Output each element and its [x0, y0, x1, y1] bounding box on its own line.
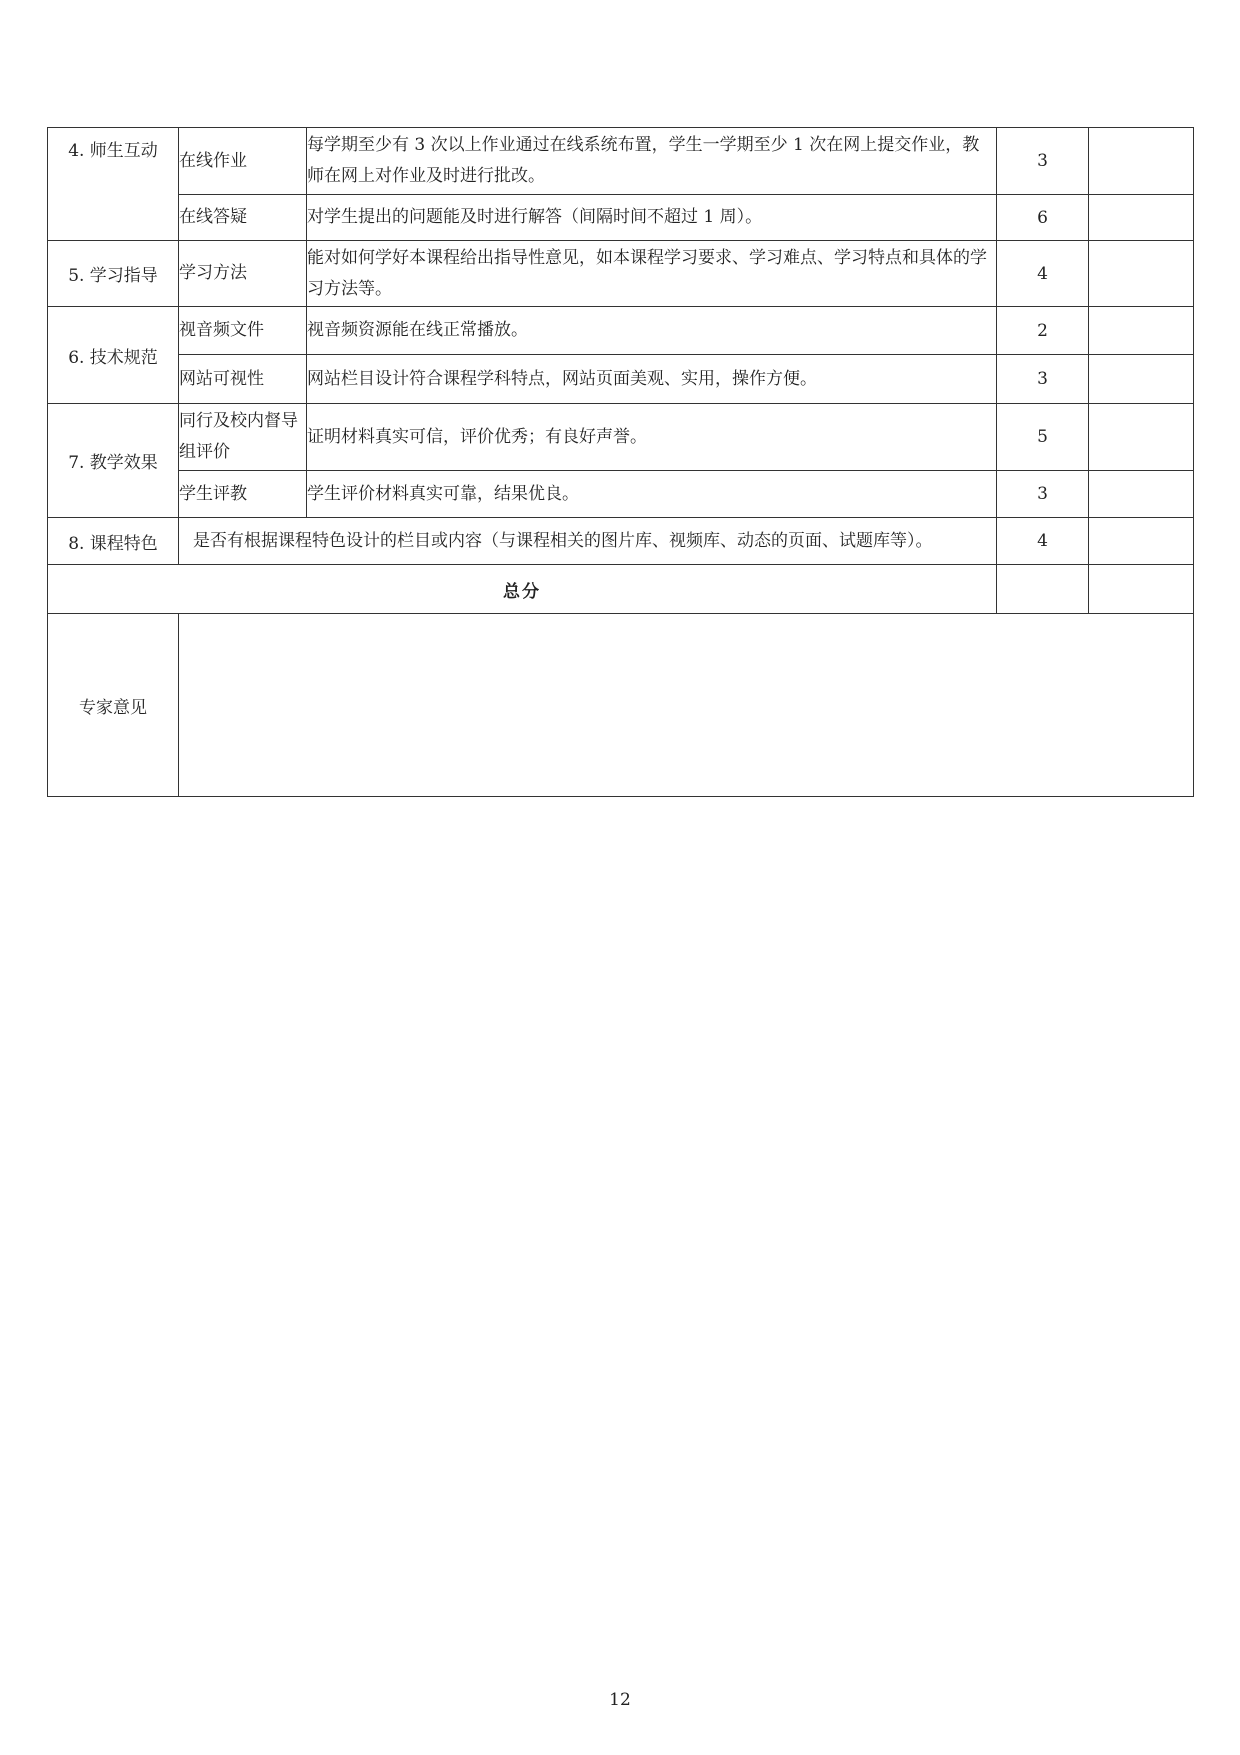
score-input-cell[interactable] [1089, 307, 1194, 355]
subcategory-cell: 学生评教 [179, 471, 307, 518]
category-cell: 6. 技术规范 [48, 307, 179, 404]
max-score-cell: 4 [997, 241, 1089, 307]
subcategory-cell: 视音频文件 [179, 307, 307, 355]
total-max-cell[interactable] [997, 565, 1089, 614]
category-cell: 8. 课程特色 [48, 518, 179, 565]
max-score-cell: 2 [997, 307, 1089, 355]
score-input-cell[interactable] [1089, 241, 1194, 307]
category-cell: 4. 师生互动 [48, 128, 179, 241]
table-row [48, 307, 1194, 355]
score-input-cell[interactable] [1089, 518, 1194, 565]
table-row [48, 355, 1194, 404]
criteria-cell: 网站栏目设计符合课程学科特点，网站页面美观、实用，操作方便。 [307, 355, 997, 404]
total-label: 总分 [48, 565, 997, 614]
subcategory-cell: 在线答疑 [179, 195, 307, 241]
category-cell: 7. 教学效果 [48, 404, 179, 518]
criteria-cell: 每学期至少有 3 次以上作业通过在线系统布置，学生一学期至少 1 次在网上提交作业，教师在网上对作业及时进行批改。 [307, 128, 997, 195]
table-row [48, 518, 1194, 565]
table-row [48, 404, 1194, 471]
total-row [48, 565, 1194, 614]
criteria-cell: 对学生提出的问题能及时进行解答（间隔时间不超过 1 周）。 [307, 195, 997, 241]
table-row [48, 195, 1194, 241]
opinion-field[interactable] [179, 614, 1194, 797]
score-input-cell[interactable] [1089, 355, 1194, 404]
page-number: 12 [609, 1690, 631, 1710]
max-score-cell: 6 [997, 195, 1089, 241]
evaluation-table [47, 127, 1194, 797]
criteria-cell: 是否有根据课程特色设计的栏目或内容（与课程相关的图片库、视频库、动态的页面、试题库等）。 [179, 518, 997, 565]
score-input-cell[interactable] [1089, 128, 1194, 195]
score-input-cell[interactable] [1089, 195, 1194, 241]
subcategory-cell: 同行及校内督导组评价 [179, 404, 307, 471]
criteria-cell: 证明材料真实可信，评价优秀；有良好声誉。 [307, 404, 997, 471]
subcategory-cell: 学习方法 [179, 241, 307, 307]
category-cell: 5. 学习指导 [48, 241, 179, 307]
max-score-cell: 5 [997, 404, 1089, 471]
max-score-cell: 3 [997, 471, 1089, 518]
subcategory-cell: 网站可视性 [179, 355, 307, 404]
opinion-row [48, 614, 1194, 797]
total-score-cell[interactable] [1089, 565, 1194, 614]
table-row [48, 241, 1194, 307]
opinion-label: 专家意见 [48, 614, 179, 797]
max-score-cell: 3 [997, 128, 1089, 195]
subcategory-cell: 在线作业 [179, 128, 307, 195]
max-score-cell: 3 [997, 355, 1089, 404]
table-row [48, 471, 1194, 518]
table-row [48, 128, 1194, 195]
criteria-cell: 学生评价材料真实可靠，结果优良。 [307, 471, 997, 518]
criteria-cell: 能对如何学好本课程给出指导性意见，如本课程学习要求、学习难点、学习特点和具体的学习方法等。 [307, 241, 997, 307]
score-input-cell[interactable] [1089, 404, 1194, 471]
criteria-cell: 视音频资源能在线正常播放。 [307, 307, 997, 355]
score-input-cell[interactable] [1089, 471, 1194, 518]
max-score-cell: 4 [997, 518, 1089, 565]
